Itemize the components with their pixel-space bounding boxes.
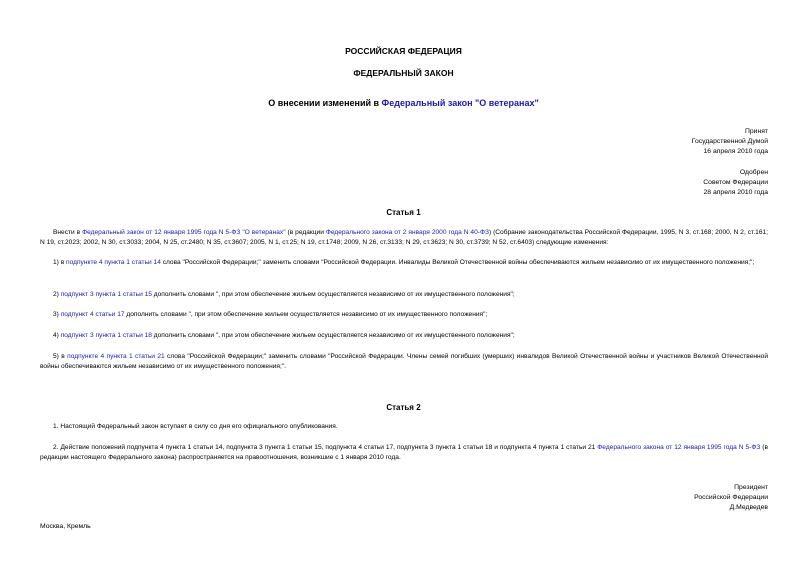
text-fragment: 5) в <box>53 353 68 360</box>
item-4-link[interactable]: подпункт 3 пункта 1 статьи 18 <box>60 332 152 339</box>
law-type-heading: ФЕДЕРАЛЬНЫЙ ЗАКОН <box>353 68 454 78</box>
item-2-link[interactable]: подпункт 3 пункта 1 статьи 15 <box>60 291 152 298</box>
item-3-link[interactable]: подпункт 4 статьи 17 <box>60 311 125 318</box>
signature-block <box>694 483 768 513</box>
article-2-item-1: 1. Настоящий Федеральный закон вступает в силу со дня его официального опубликования. <box>53 423 338 430</box>
article-1-item-2 <box>40 290 768 300</box>
country-heading: РОССИЙСКАЯ ФЕДЕРАЦИЯ <box>345 46 462 56</box>
accepted-by: Государственной Думой <box>691 138 768 145</box>
article-2-item-2 <box>40 443 768 463</box>
text-fragment: дополнить словами ", при этом обеспечение жильем осуществляется независимо от их имущественного положения"; <box>124 311 488 318</box>
law-title <box>0 98 807 108</box>
article-1-item-3 <box>40 310 768 320</box>
article-2-title: Статья 2 <box>386 403 421 412</box>
text-fragment: слова "Российской Федерации;" заменить словами "Российской Федерации. Члены семей погибших (умерших) инвалидов Великой Отечественной войны и участников Великой Отечественной войны обеспечиваются жильем независимо от их имущественного положения;". <box>40 353 768 370</box>
law-title-prefix: О внесении изменений в <box>268 98 382 108</box>
text-fragment: 4) <box>53 332 61 339</box>
item-1-link[interactable]: подпункте 4 пункта 1 статьи 14 <box>66 259 161 266</box>
text-fragment: 1) в <box>53 259 67 266</box>
text-fragment: 2. Действие положений подпункта 4 пункта 1 статьи 14, подпункта 3 пункта 1 статьи 15, подпункта 4 статьи 17, подпункта 3 пункта 1 статьи 18 и подпункта 4 пункта 1 статьи 21 <box>53 444 598 451</box>
approved-date: 28 апреля 2010 года <box>703 189 768 196</box>
approved-block <box>703 168 768 198</box>
text-fragment: дополнить словами ", при этом обеспечение жильем осуществляется независимо от их имущественного положения"; <box>151 332 515 339</box>
article-1-item-4 <box>40 331 768 341</box>
text-fragment: ) (Собрание законодательства Российской Федерации, 1995, N 3, ст.168; 2000, N 2, ст.161; N 19, ст.2023; 2002, N 30, ст.3033; 2004, N 25, ст.2480; N 35, ст.3607; 2005, N 1, ст.25; N 19, ст.1748; 2009, N 26, ст.3133; N 29, ст.3623; N 30, ст.3739; N 52, ст.6403) следующие изменения: <box>40 229 768 246</box>
text-fragment: (в редакции настоящего Федерального закона) распространяется на правоотношения, возникшие с 1 января 2010 года. <box>40 444 768 461</box>
text-fragment: 2) <box>53 291 61 298</box>
signature-org: Российской Федерации <box>694 494 768 501</box>
item-5-link[interactable]: подпункте 4 пункта 1 статьи 21 <box>67 353 165 360</box>
article-1-item-5 <box>40 352 768 372</box>
law-link-40fz[interactable]: Федерального закона от 2 января 2000 года N 40-ФЗ <box>325 229 489 236</box>
approved-by: Советом Федерации <box>703 179 768 186</box>
article-1-title: Статья 1 <box>386 208 421 217</box>
law-link-5fz-2[interactable]: Федерального закона от 12 января 1995 года N 5-ФЗ <box>597 444 761 451</box>
signature-title: Президент <box>734 484 768 491</box>
text-fragment: (в редакции <box>285 229 326 236</box>
text-fragment: 3) <box>53 311 61 318</box>
article-1-item-1 <box>40 258 768 268</box>
article-1-intro <box>40 228 768 248</box>
signing-place: Москва, Кремль <box>40 523 91 530</box>
text-fragment: слова "Российской Федерации;" заменить словами "Российской Федерации. Инвалиды Великой Отечественной войны обеспечиваются жильем независимо от их имущественного положения;"; <box>160 259 755 266</box>
signature-name: Д.Медведев <box>729 504 768 511</box>
accepted-block <box>692 127 768 157</box>
text-fragment: Внести в <box>53 229 83 236</box>
text-fragment: дополнить словами ", при этом обеспечение жильем осуществляется независимо от их имущественного положения"; <box>151 291 515 298</box>
accepted-line: Принят <box>744 128 768 135</box>
law-title-link[interactable]: Федеральный закон "О ветеранах" <box>381 98 539 108</box>
approved-line: Одобрен <box>739 169 768 176</box>
accepted-date: 16 апреля 2010 года <box>703 148 768 155</box>
law-link-5fz[interactable]: Федеральный закон от 12 января 1995 года N 5-ФЗ "О ветеранах" <box>82 229 286 236</box>
